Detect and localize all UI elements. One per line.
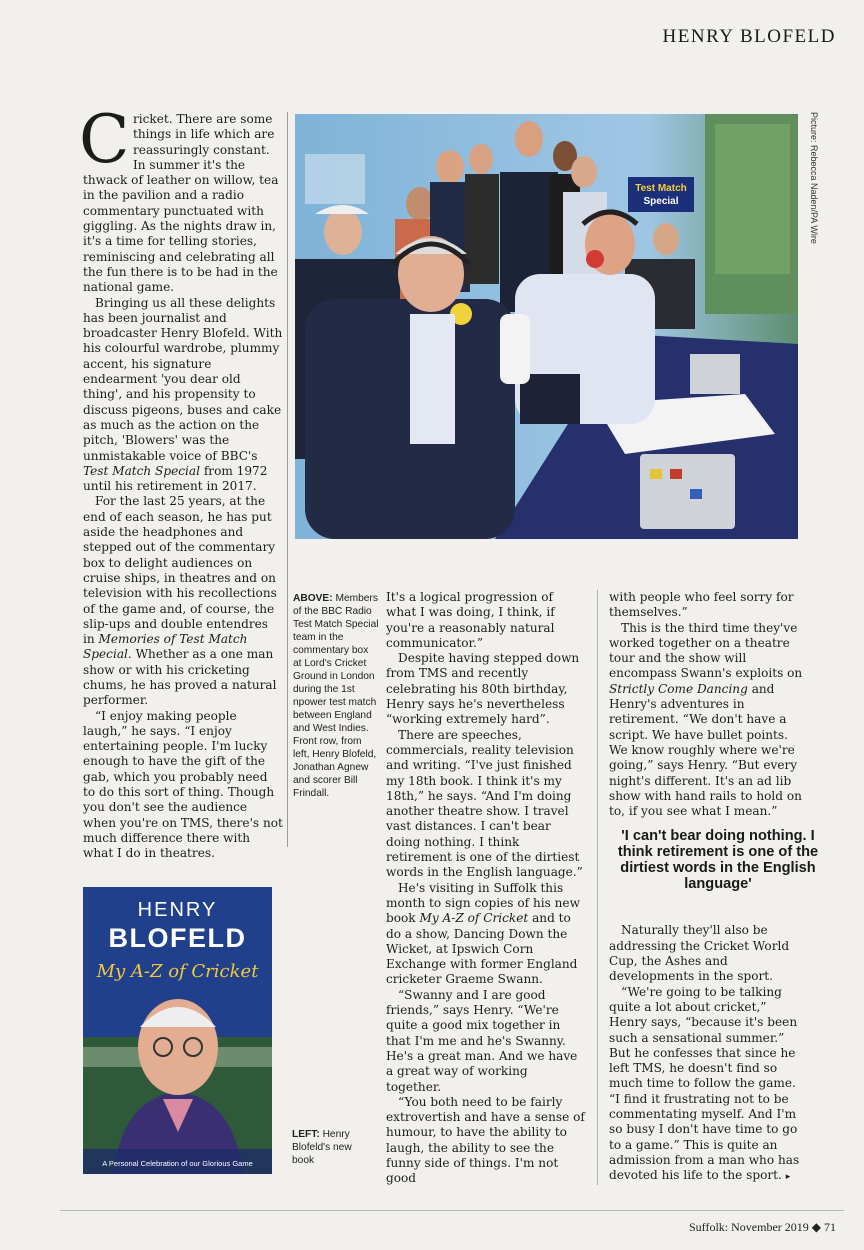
show-title: Strictly Come Dancing bbox=[609, 681, 748, 696]
programme-title: Test Match Special bbox=[83, 463, 200, 478]
page-header-title: HENRY BLOFELD bbox=[662, 26, 836, 47]
paragraph-text: from 1972 until his retirement in 2017. bbox=[83, 463, 268, 494]
paragraph-text: “We're going to be talking quite a lot about cricket,” Henry says, “because it's been such a sensational summer.” But he confesses that since he left TMS, he doesn't find so much time to follow the game. “I find it frustrating not to be commentating myself. And I'm so busy I don't have time to go to a game.” This is quite an admission from a man who has devoted his life to the sport. bbox=[609, 984, 800, 1183]
book-title-line2: BLOFELD bbox=[108, 923, 247, 953]
paragraph-text: ricket. There are some things in life which are reassuringly constant. In summer it's the thwack of leather on willow, tea in the pavilion and a radio commentary punctuated with giggling. As the nights draw in, it's a time for telling stories, reminiscing and celebrating all the fun there is to be had in the national game. bbox=[83, 112, 279, 295]
drop-cap: C bbox=[79, 101, 130, 178]
article-paragraph bbox=[609, 985, 805, 1186]
paragraph-text: He's visiting in Suffolk this month to sign copies of his new book bbox=[386, 880, 580, 926]
caption-left bbox=[292, 1128, 372, 1167]
book-title-line1: HENRY bbox=[137, 899, 218, 921]
article-paragraph: “I enjoy making people laugh,” he says. “I enjoy entertaining people. I'm lucky enough to have the gift of the gab, which you probably need to do this sort of thing. Though you don't see the audience when you're on TMS, there's not much difference there with what I do in theatres. bbox=[83, 708, 283, 861]
article-paragraph: “Swanny and I are good friends,” says Henry. “We're quite a good mix together in that I'm me and he's Swanny. He's a great man. And we have a great way of working together. bbox=[386, 987, 578, 1094]
article-paragraph bbox=[386, 881, 586, 988]
sign-text-line1: Test Match bbox=[635, 183, 687, 194]
article-paragraph bbox=[83, 296, 283, 495]
caption-label: ABOVE: bbox=[293, 593, 333, 604]
article-paragraph: It's a logical progression of what I was doing, I think, if you're a reasonably natural communicator.” bbox=[386, 590, 555, 650]
paragraph-text: For the last 25 years, at the end of each season, he has put aside the headphones and stepped out of the commentary box to delight audiences on cruise ships, in theatres and on television with his recollections of the game and, of course, the slip-ups and double entendres in bbox=[83, 494, 277, 647]
commentary-team-image bbox=[295, 114, 798, 539]
photo-credit bbox=[807, 112, 821, 272]
book-cover bbox=[83, 887, 272, 1174]
book-tagline: A Personal Celebration of our Glorious Game bbox=[102, 1159, 253, 1168]
article-paragraph: with people who feel sorry for themselves.” bbox=[609, 590, 794, 620]
article-paragraph: There are speeches, commercials, reality television and writing. “I've just finished my 18th book. I think it's my 18th,” he says. “And I'm doing another theatre show. I travel vast distances. I can't bear doing nothing. I think retirement is one of the dirtiest words in the English language.” bbox=[386, 727, 583, 880]
article-paragraph: “You both need to be fairly extrovertish and have a sense of humour, to have the ability to laugh, the ability to see the funny side of things. I'm not good bbox=[386, 1094, 585, 1186]
column-divider bbox=[287, 112, 288, 847]
book-subtitle: My A-Z of Cricket bbox=[96, 961, 259, 982]
caption-label: LEFT: bbox=[292, 1129, 320, 1140]
paragraph-text: Bringing us all these delights has been journalist and broadcaster Henry Blofeld. With his colourful wardrobe, plummy accent, his signature endearment 'you dear old thing', and his propensity to discuss pigeons, buses and cake as much as the action on the pitch, 'Blowers' was the unmistakable voice of BBC's bbox=[83, 295, 283, 463]
footer-rule bbox=[60, 1210, 844, 1211]
page-footer: Suffolk: November 2019 ◆ 71 bbox=[689, 1220, 836, 1234]
caption-text: Members of the BBC Radio Test Match Special team in the commentary box at Lord's Cricket Ground in London during the 1st npower test match between England and West Indies. Front row, from left, Henry Blofeld, Jonathan Agnew and scorer Bill Frindall. bbox=[293, 593, 379, 799]
book-title: My A-Z of Cricket bbox=[419, 911, 529, 926]
show-title: Memories of Test Match Special bbox=[83, 632, 248, 662]
article-paragraph: Naturally they'll also be addressing the Cricket World Cup, the Ashes and developments in the sport. bbox=[609, 923, 790, 984]
article-column-2 bbox=[386, 590, 586, 1187]
caption-text: Henry Blofeld's new book bbox=[292, 1129, 352, 1166]
article-paragraph bbox=[79, 101, 283, 296]
article-paragraph: Despite having stepped down from TMS and recently celebrating his 80th birthday, Henry says he's nevertheless “working extremely hard”. bbox=[386, 651, 580, 727]
article-paragraph bbox=[83, 494, 283, 708]
article-column-1 bbox=[79, 101, 283, 862]
commentary-box-photo bbox=[295, 114, 798, 539]
article-paragraph bbox=[609, 621, 805, 820]
paragraph-text: This is the third time they've worked together on a theatre tour and the show will encompass Swann's exploits on bbox=[609, 620, 803, 681]
sign-text-line2: Special bbox=[643, 196, 679, 207]
paragraph-text: . Whether as a one man show or with his cricketing chums, he has proved a natural performer. bbox=[83, 647, 277, 708]
paragraph-text: and Henry's adventures in retirement. “We don't have a script. We have bullet points. We know roughly where we're going,” says Henry. “But every night's different. It's an ad lib show with hand rails to hold on to, if you see what I mean.” bbox=[609, 681, 802, 819]
pull-quote: 'I can't bear doing nothing. I think retirement is one of the dirtiest words in the English language' bbox=[617, 828, 819, 892]
column-divider bbox=[597, 590, 598, 1185]
end-arrow-icon: ▸ bbox=[785, 1172, 791, 1183]
caption-above bbox=[293, 592, 379, 800]
paragraph-text: and to do a show, Dancing Down the Wicket, at Ipswich Corn Exchange with former England cricketer Graeme Swann. bbox=[386, 911, 578, 987]
photo-credit-text: Picture: Rebecca Naden/PA Wire bbox=[809, 112, 819, 244]
